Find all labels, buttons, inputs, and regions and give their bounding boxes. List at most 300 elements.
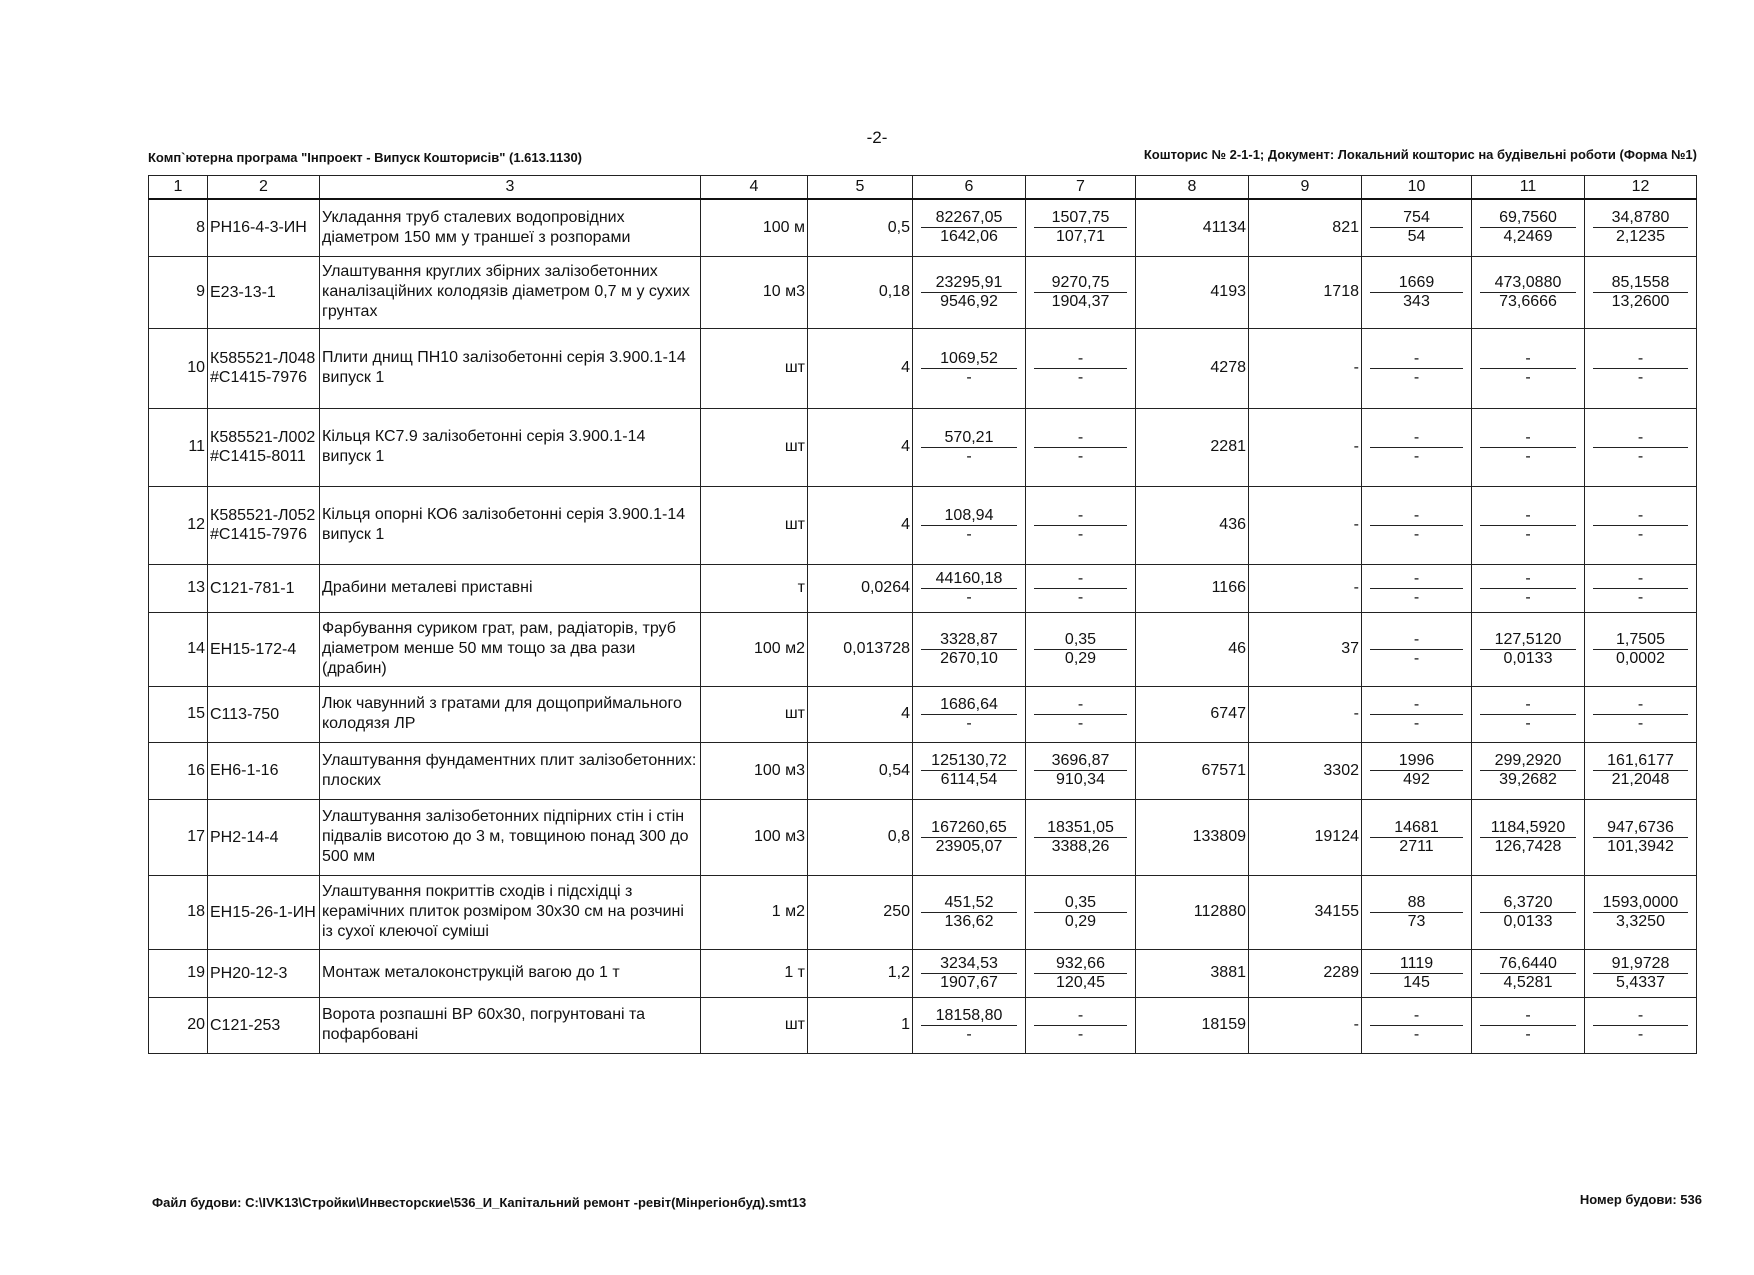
labor-unit [1472,686,1585,742]
unit-cost [913,199,1026,256]
labor-total-bottom: 21,2048 [1611,771,1670,788]
row-number: 13 [149,564,208,612]
machine-total [1362,686,1472,742]
labor-unit [1472,997,1585,1053]
machine-total-bottom: - [1413,368,1420,386]
column-header-11: 11 [1472,176,1585,200]
work-description: Улаштування фундаментних плит залізобетонних: плоских [320,742,701,799]
labor-total-bottom: 5,4337 [1616,973,1665,991]
labor-unit-top: 1184,5920 [1480,819,1576,838]
unit-of-measure: шт [701,328,808,408]
total-cost: 4278 [1136,328,1249,408]
machine-total-bottom: 2711 [1399,837,1434,855]
machine-total [1362,408,1472,486]
machine-cost [1026,875,1136,949]
labor-unit-top: 6,3720 [1480,894,1576,913]
unit-of-measure: шт [701,686,808,742]
machine-cost-bottom: 0,29 [1064,912,1097,930]
machine-cost-top: 1507,75 [1034,209,1127,228]
unit-cost [913,612,1026,686]
machine-cost-top: - [1034,429,1127,448]
total-cost: 6747 [1136,686,1249,742]
unit-cost-top: 23295,91 [921,274,1017,293]
column-header-7: 7 [1026,176,1136,200]
labor-unit-bottom: - [1525,368,1531,386]
labor-unit-top: 473,0880 [1480,274,1576,293]
labor-unit-bottom: - [1525,447,1531,465]
row-number: 12 [149,486,208,564]
table-row [149,612,1697,686]
unit-cost-bottom: - [966,588,972,606]
labor-unit-bottom: 0,0133 [1503,912,1553,930]
machine-total-top: 754 [1370,209,1463,228]
total-cost: 2281 [1136,408,1249,486]
labor-unit-top: - [1480,1007,1576,1026]
unit-cost-bottom: 136,62 [944,912,994,930]
row-number: 10 [149,328,208,408]
labor-total-bottom: - [1637,368,1644,386]
wages-cost: 19124 [1249,799,1362,875]
machine-total-top: - [1370,631,1463,650]
unit-of-measure: 100 м [701,199,808,256]
labor-total-top: - [1593,570,1688,589]
column-header-5: 5 [808,176,913,200]
row-number: 19 [149,949,208,997]
table-row [149,875,1697,949]
labor-total [1585,612,1697,686]
rate-code: ЕН15-172-4 [208,612,320,686]
unit-cost [913,875,1026,949]
machine-total-top: - [1370,350,1463,369]
labor-unit-bottom: - [1525,1025,1531,1043]
machine-cost [1026,408,1136,486]
unit-cost-bottom: 23905,07 [935,837,1003,855]
machine-cost [1026,997,1136,1053]
labor-total-top: - [1593,507,1688,526]
labor-unit [1472,799,1585,875]
table-row [149,949,1697,997]
labor-total [1585,486,1697,564]
unit-cost [913,949,1026,997]
labor-total-top: - [1593,1007,1688,1026]
labor-unit [1472,564,1585,612]
unit-of-measure: 10 м3 [701,256,808,328]
column-header-9: 9 [1249,176,1362,200]
rate-code: РН20-12-3 [208,949,320,997]
table-row [149,408,1697,486]
rate-code: Е23-13-1 [208,256,320,328]
unit-cost-top: 451,52 [921,894,1017,913]
labor-total-top: - [1593,696,1688,715]
machine-total-bottom: 343 [1403,292,1430,310]
machine-total-bottom: 54 [1407,228,1426,246]
machine-total [1362,328,1472,408]
wages-cost: 2289 [1249,949,1362,997]
labor-total [1585,256,1697,328]
machine-cost-bottom: 107,71 [1056,228,1105,246]
row-number: 15 [149,686,208,742]
labor-unit-top: 76,6440 [1480,955,1576,974]
machine-cost [1026,328,1136,408]
quantity: 0,0264 [808,564,913,612]
labor-unit-top: - [1480,429,1576,448]
unit-cost-top: 167260,65 [921,819,1017,838]
quantity: 0,8 [808,799,913,875]
unit-cost-top: 44160,18 [921,570,1017,589]
machine-total-bottom: - [1413,649,1420,667]
program-title: Комп`ютерна програма "Інпроект - Випуск Кошторисів" (1.613.1130) [148,150,583,165]
machine-total-bottom: 73 [1407,912,1426,930]
machine-total-bottom: - [1413,525,1420,543]
quantity: 4 [808,486,913,564]
unit-cost-top: 1069,52 [921,350,1017,369]
wages-cost: 37 [1249,612,1362,686]
labor-total-bottom: - [1637,714,1644,732]
table-row [149,486,1697,564]
rate-code: С113-750 [208,686,320,742]
labor-total-bottom: - [1637,1025,1644,1043]
machine-cost-top: - [1034,350,1127,369]
machine-cost-bottom: - [1077,1025,1084,1043]
unit-cost [913,997,1026,1053]
work-description: Монтаж металоконструкцій вагою до 1 т [320,949,701,997]
labor-unit-bottom: - [1525,525,1531,543]
labor-unit [1472,949,1585,997]
row-number: 16 [149,742,208,799]
machine-cost-bottom: - [1077,447,1084,465]
rate-code: С121-781-1 [208,564,320,612]
quantity: 0,013728 [808,612,913,686]
column-header-6: 6 [913,176,1026,200]
row-number: 17 [149,799,208,875]
unit-cost-bottom: 2670,10 [940,649,998,667]
labor-total [1585,799,1697,875]
machine-total [1362,949,1472,997]
labor-total-top: - [1593,429,1688,448]
wages-cost: - [1249,564,1362,612]
machine-total-top: 1669 [1370,274,1463,293]
machine-cost-top: - [1034,507,1127,526]
labor-unit-bottom: 73,6666 [1499,292,1557,310]
machine-total-bottom: 145 [1403,973,1430,991]
wages-cost: - [1249,486,1362,564]
total-cost: 41134 [1136,199,1249,256]
labor-unit-bottom: - [1525,714,1531,732]
labor-total-top: - [1593,350,1688,369]
machine-cost [1026,612,1136,686]
labor-total [1585,328,1697,408]
machine-total-top: - [1370,507,1463,526]
machine-total [1362,875,1472,949]
unit-cost-top: 3328,87 [921,631,1017,650]
machine-cost [1026,564,1136,612]
total-cost: 4193 [1136,256,1249,328]
labor-unit-top: - [1480,350,1576,369]
unit-of-measure: шт [701,997,808,1053]
unit-of-measure: 100 м3 [701,799,808,875]
wages-cost: 3302 [1249,742,1362,799]
wages-cost: 821 [1249,199,1362,256]
total-cost: 46 [1136,612,1249,686]
total-cost: 1166 [1136,564,1249,612]
labor-unit [1472,612,1585,686]
table-row [149,256,1697,328]
work-description: Люк чавунний з гратами для дощоприймального колодязя ЛР [320,686,701,742]
labor-unit-bottom: 4,2469 [1503,228,1553,246]
unit-of-measure: т [701,564,808,612]
machine-cost-bottom: - [1077,525,1084,543]
wages-cost: - [1249,997,1362,1053]
unit-cost [913,742,1026,799]
labor-total-bottom: 101,3942 [1607,837,1674,855]
machine-total [1362,564,1472,612]
wages-cost: 1718 [1249,256,1362,328]
machine-cost-top: 18351,05 [1034,819,1127,838]
rate-code: РН16-4-3-ИН [208,199,320,256]
unit-cost-bottom: 9546,92 [940,292,998,310]
unit-cost [913,408,1026,486]
total-cost: 133809 [1136,799,1249,875]
wages-cost: - [1249,328,1362,408]
total-cost: 3881 [1136,949,1249,997]
labor-unit [1472,328,1585,408]
labor-total-top: 85,1558 [1593,274,1688,293]
work-description: Плити днищ ПН10 залізобетонні серія 3.900.1-14 випуск 1 [320,328,701,408]
unit-cost-top: 18158,80 [921,1007,1017,1026]
unit-cost [913,486,1026,564]
machine-cost-bottom: - [1077,368,1084,386]
unit-cost [913,686,1026,742]
machine-cost [1026,199,1136,256]
unit-of-measure: 1 м2 [701,875,808,949]
machine-total-top: 1996 [1370,752,1463,771]
rate-code: ЕН15-26-1-ИН [208,875,320,949]
machine-total-top: - [1370,429,1463,448]
work-description: Фарбування суриком грат, рам, радіаторів, труб діаметром менше 50 мм тощо за два рази (драбин) [320,612,701,686]
table-row [149,686,1697,742]
unit-cost-top: 108,94 [921,507,1017,526]
page-number: -2- [866,128,888,147]
quantity: 250 [808,875,913,949]
labor-unit-bottom: 0,0133 [1503,649,1553,667]
work-description: Кільця КС7.9 залізобетонні серія 3.900.1-14 випуск 1 [320,408,701,486]
column-header-4: 4 [701,176,808,200]
machine-total-bottom: - [1413,588,1420,606]
machine-total-bottom: - [1413,714,1420,732]
labor-unit-top: - [1480,696,1576,715]
quantity: 0,18 [808,256,913,328]
file-path: Файл будови: C:\IVK13\Стройки\Инвесторские\536_И_Капітальний ремонт -ревіт(Мінрегіонбуд).smt13 [152,1195,807,1210]
unit-of-measure: шт [701,408,808,486]
machine-cost [1026,799,1136,875]
machine-total-top: - [1370,570,1463,589]
unit-cost-bottom: 1907,67 [940,973,998,991]
machine-total-bottom: 492 [1403,771,1430,788]
unit-cost-bottom: - [966,1025,972,1043]
labor-total-bottom: - [1637,447,1644,465]
table-header-row [149,176,1697,200]
machine-total [1362,256,1472,328]
machine-cost [1026,486,1136,564]
labor-total-bottom: 3,3250 [1616,912,1665,930]
column-header-1: 1 [149,176,208,200]
unit-cost-bottom: - [966,525,972,543]
machine-cost [1026,742,1136,799]
unit-cost-top: 125130,72 [921,752,1017,771]
quantity: 4 [808,328,913,408]
column-header-8: 8 [1136,176,1249,200]
machine-cost-bottom: - [1077,714,1084,732]
labor-unit-top: 127,5120 [1480,631,1576,650]
labor-total [1585,949,1697,997]
labor-total [1585,875,1697,949]
unit-cost-bottom: 6114,54 [940,771,998,788]
machine-total-top: - [1370,1007,1463,1026]
estimate-table [148,175,1697,1054]
unit-of-measure: 1 т [701,949,808,997]
document-title: Кошторис № 2-1-1; Документ: Локальний кошторис на будівельні роботи (Форма №1) [1143,147,1697,162]
machine-cost-top: - [1034,696,1127,715]
row-number: 9 [149,256,208,328]
labor-total-top: 947,6736 [1593,819,1688,838]
labor-unit [1472,742,1585,799]
quantity: 1 [808,997,913,1053]
machine-cost-bottom: 0,29 [1064,649,1097,667]
work-description: Улаштування залізобетонних підпірних стін і стін підвалів висотою до 3 м, товщиною понад 300 до 500 мм [320,799,701,875]
labor-total-bottom: 13,2600 [1611,292,1670,310]
row-number: 18 [149,875,208,949]
unit-cost-top: 570,21 [921,429,1017,448]
machine-cost-top: 932,66 [1034,955,1127,974]
machine-cost-top: 3696,87 [1034,752,1127,771]
unit-cost [913,799,1026,875]
unit-cost [913,328,1026,408]
labor-unit [1472,199,1585,256]
total-cost: 67571 [1136,742,1249,799]
rate-code: К585521-Л002 #С1415-8011 [208,408,320,486]
unit-cost-top: 1686,64 [921,696,1017,715]
labor-total-bottom: - [1637,588,1644,606]
quantity: 4 [808,686,913,742]
machine-cost-bottom: 910,34 [1056,771,1105,788]
rate-code: К585521-Л052 #С1415-7976 [208,486,320,564]
labor-total [1585,199,1697,256]
labor-unit-bottom: - [1525,588,1531,606]
table-row [149,997,1697,1053]
labor-total-top: 34,8780 [1593,209,1688,228]
labor-unit [1472,486,1585,564]
machine-cost-top: - [1034,1007,1127,1026]
total-cost: 436 [1136,486,1249,564]
labor-unit-top: - [1480,570,1576,589]
work-description: Улаштування круглих збірних залізобетонних каналізаційних колодязів діаметром 0,7 м у сухих грунтах [320,256,701,328]
labor-total-top: 1593,0000 [1593,894,1688,913]
table-row [149,328,1697,408]
machine-total [1362,799,1472,875]
unit-of-measure: 100 м2 [701,612,808,686]
machine-cost-top: 9270,75 [1034,274,1127,293]
rate-code: ЕН6-1-16 [208,742,320,799]
labor-total-bottom: 0,0002 [1616,649,1665,667]
unit-of-measure: 100 м3 [701,742,808,799]
machine-cost-bottom: 1904,37 [1051,292,1110,310]
rate-code: С121-253 [208,997,320,1053]
machine-total [1362,612,1472,686]
unit-cost-bottom: - [966,447,972,465]
machine-total-top: 88 [1370,894,1463,913]
quantity: 0,5 [808,199,913,256]
work-description: Ворота розпашні ВР 60х30, погрунтовані та пофарбовані [320,997,701,1053]
machine-total-bottom: - [1413,1025,1420,1043]
machine-total [1362,486,1472,564]
table-body [149,199,1697,1053]
labor-unit-top: 299,2920 [1480,752,1576,771]
labor-unit-top: - [1480,507,1576,526]
machine-cost-top: - [1034,570,1127,589]
labor-unit-bottom: 39,2682 [1499,771,1557,788]
unit-cost-top: 3234,53 [921,955,1017,974]
machine-total-bottom: - [1413,447,1420,465]
unit-cost-bottom: - [966,368,972,386]
column-header-2: 2 [208,176,320,200]
labor-total [1585,742,1697,799]
machine-cost-bottom: 3388,26 [1051,837,1110,855]
column-header-10: 10 [1362,176,1472,200]
row-number: 20 [149,997,208,1053]
labor-unit [1472,408,1585,486]
machine-total-top: 14681 [1370,819,1463,838]
wages-cost: - [1249,686,1362,742]
machine-total-top: 1119 [1370,955,1463,974]
unit-cost-bottom: 1642,06 [940,228,998,246]
quantity: 0,54 [808,742,913,799]
table-row [149,799,1697,875]
unit-cost [913,256,1026,328]
labor-total [1585,686,1697,742]
row-number: 14 [149,612,208,686]
unit-cost-bottom: - [966,714,972,732]
labor-total [1585,408,1697,486]
labor-unit-bottom: 4,5281 [1503,973,1553,991]
work-description: Укладання труб сталевих водопровідних діаметром 150 мм у траншеї з розпорами [320,199,701,256]
labor-unit [1472,875,1585,949]
column-header-3: 3 [320,176,701,200]
machine-cost [1026,256,1136,328]
total-cost: 18159 [1136,997,1249,1053]
machine-cost-bottom: 120,45 [1056,973,1105,991]
labor-total-bottom: - [1637,525,1644,543]
labor-total [1585,564,1697,612]
quantity: 4 [808,408,913,486]
quantity: 1,2 [808,949,913,997]
labor-unit [1472,256,1585,328]
machine-cost [1026,949,1136,997]
wages-cost: 34155 [1249,875,1362,949]
row-number: 8 [149,199,208,256]
machine-cost-bottom: - [1077,588,1084,606]
machine-total [1362,997,1472,1053]
labor-unit-top: 69,7560 [1480,209,1576,228]
machine-total [1362,199,1472,256]
machine-cost-top: 0,35 [1034,894,1127,913]
table-row [149,742,1697,799]
labor-total-top: 91,9728 [1593,955,1688,974]
total-cost: 112880 [1136,875,1249,949]
table-row [149,564,1697,612]
rate-code: К585521-Л048 #С1415-7976 [208,328,320,408]
machine-cost-top: 0,35 [1034,631,1127,650]
labor-total-top: 1,7505 [1593,631,1688,650]
